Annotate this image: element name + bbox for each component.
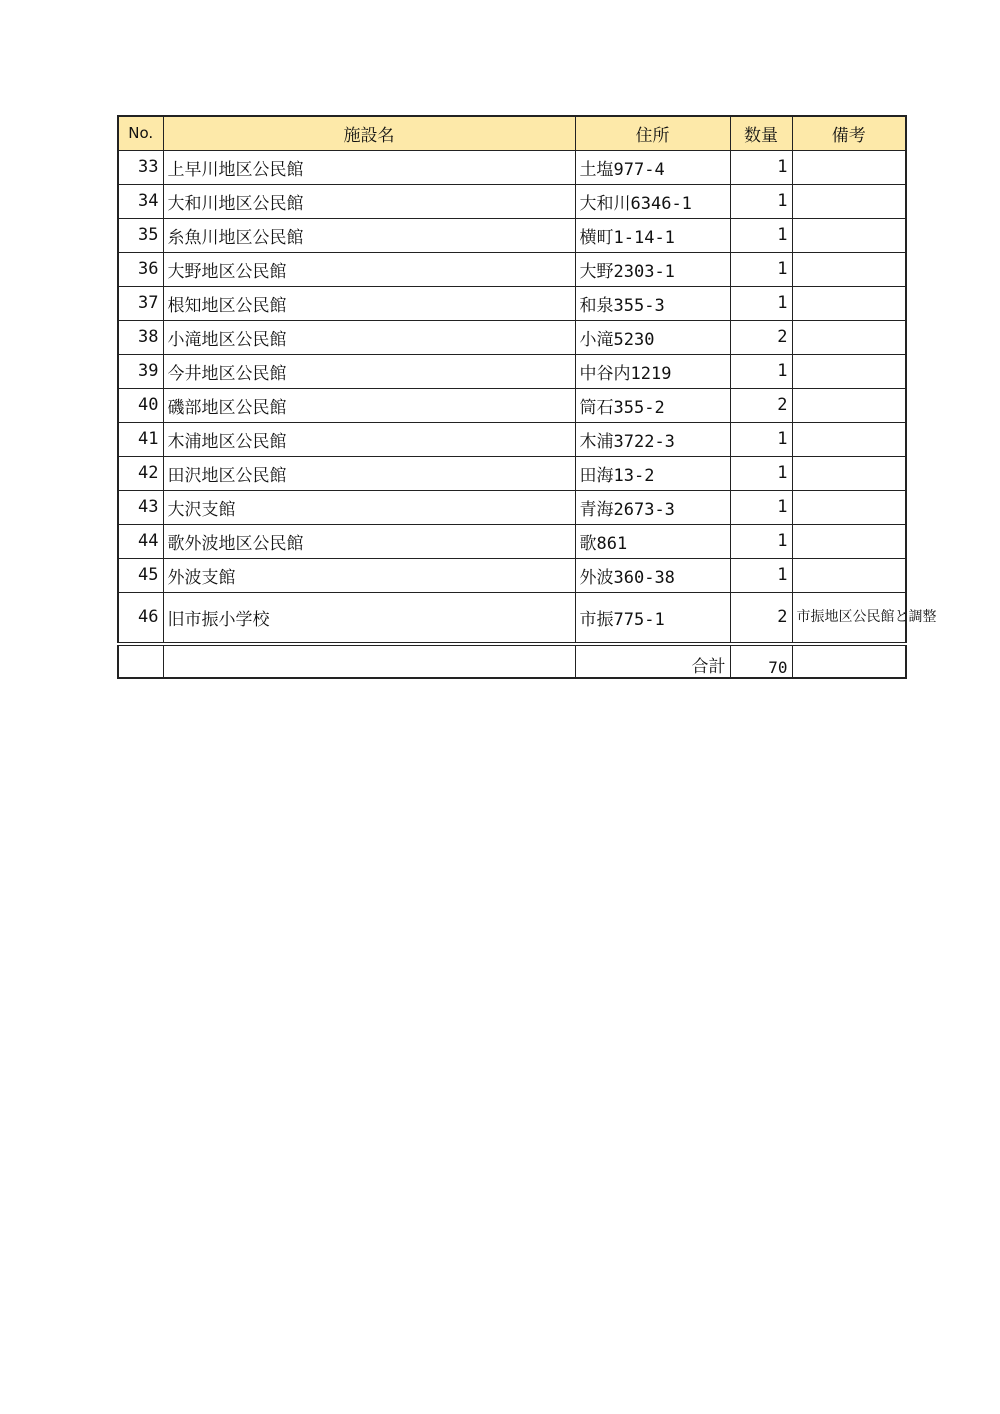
row-quantity: 1	[730, 354, 792, 388]
table-row	[118, 150, 906, 184]
row-address: 田海13-2	[575, 456, 730, 490]
row-remarks	[792, 490, 906, 524]
row-name: 歌外波地区公民館	[163, 524, 575, 558]
row-quantity: 1	[730, 218, 792, 252]
row-no: 37	[118, 286, 163, 320]
row-name: 小滝地区公民館	[163, 320, 575, 354]
row-address: 小滝5230	[575, 320, 730, 354]
table-row	[118, 218, 906, 252]
header-remarks: 備考	[792, 116, 906, 150]
row-no: 43	[118, 490, 163, 524]
row-remarks	[792, 320, 906, 354]
row-no: 39	[118, 354, 163, 388]
header-name: 施設名	[163, 116, 575, 150]
row-remarks	[792, 524, 906, 558]
table-footer	[118, 644, 906, 678]
row-quantity: 1	[730, 558, 792, 592]
header-quantity: 数量	[730, 116, 792, 150]
header-address: 住所	[575, 116, 730, 150]
row-name: 上早川地区公民館	[163, 150, 575, 184]
row-remarks	[792, 354, 906, 388]
table-row	[118, 592, 906, 644]
row-remarks	[792, 286, 906, 320]
row-name: 磯部地区公民館	[163, 388, 575, 422]
row-name: 大和川地区公民館	[163, 184, 575, 218]
table-row	[118, 184, 906, 218]
table-row	[118, 388, 906, 422]
row-quantity: 2	[730, 592, 792, 644]
row-address: 横町1-14-1	[575, 218, 730, 252]
row-address: 筒石355-2	[575, 388, 730, 422]
row-address: 和泉355-3	[575, 286, 730, 320]
row-no: 36	[118, 252, 163, 286]
row-name: 外波支館	[163, 558, 575, 592]
row-no: 34	[118, 184, 163, 218]
row-quantity: 2	[730, 320, 792, 354]
total-empty-name	[163, 644, 575, 678]
row-address: 木浦3722-3	[575, 422, 730, 456]
table-row	[118, 354, 906, 388]
table-row	[118, 490, 906, 524]
row-remarks	[792, 150, 906, 184]
row-name: 大野地区公民館	[163, 252, 575, 286]
row-name: 旧市振小学校	[163, 592, 575, 644]
row-no: 35	[118, 218, 163, 252]
row-no: 38	[118, 320, 163, 354]
row-remarks	[792, 184, 906, 218]
table-row	[118, 524, 906, 558]
row-no: 42	[118, 456, 163, 490]
table-body	[118, 150, 937, 644]
row-address: 大和川6346-1	[575, 184, 730, 218]
row-remarks	[792, 218, 906, 252]
row-remarks	[792, 388, 906, 422]
row-address: 大野2303-1	[575, 252, 730, 286]
row-name: 田沢地区公民館	[163, 456, 575, 490]
row-quantity: 1	[730, 184, 792, 218]
row-quantity: 1	[730, 490, 792, 524]
row-address: 外波360-38	[575, 558, 730, 592]
row-name: 大沢支館	[163, 490, 575, 524]
table-header	[118, 116, 906, 150]
row-remarks	[792, 456, 906, 490]
facility-table	[117, 115, 937, 679]
row-quantity: 1	[730, 150, 792, 184]
row-no: 45	[118, 558, 163, 592]
row-address: 土塩977-4	[575, 150, 730, 184]
total-value: 70	[730, 644, 792, 678]
row-address: 青海2673-3	[575, 490, 730, 524]
row-name: 根知地区公民館	[163, 286, 575, 320]
row-name: 木浦地区公民館	[163, 422, 575, 456]
row-name: 今井地区公民館	[163, 354, 575, 388]
row-remarks	[792, 422, 906, 456]
table-row	[118, 252, 906, 286]
row-remarks	[792, 252, 906, 286]
row-name: 糸魚川地区公民館	[163, 218, 575, 252]
row-address: 市振775-1	[575, 592, 730, 644]
row-quantity: 1	[730, 252, 792, 286]
header-row	[118, 116, 906, 150]
total-empty-remarks	[792, 644, 906, 678]
row-quantity: 1	[730, 286, 792, 320]
row-no: 33	[118, 150, 163, 184]
total-row	[118, 644, 906, 678]
row-no: 44	[118, 524, 163, 558]
row-quantity: 1	[730, 422, 792, 456]
row-address: 歌861	[575, 524, 730, 558]
header-no: No.	[118, 116, 163, 150]
row-remarks	[792, 558, 906, 592]
row-quantity: 1	[730, 456, 792, 490]
row-no: 40	[118, 388, 163, 422]
table-row	[118, 286, 906, 320]
row-remarks: 市振地区公民館と調整	[792, 592, 906, 644]
table-row	[118, 558, 906, 592]
total-empty-no	[118, 644, 163, 678]
row-no: 46	[118, 592, 163, 644]
total-label: 合計	[575, 644, 730, 678]
row-address: 中谷内1219	[575, 354, 730, 388]
table-row	[118, 456, 906, 490]
row-no: 41	[118, 422, 163, 456]
row-quantity: 2	[730, 388, 792, 422]
table-row	[118, 320, 906, 354]
row-quantity: 1	[730, 524, 792, 558]
table-row	[118, 422, 906, 456]
